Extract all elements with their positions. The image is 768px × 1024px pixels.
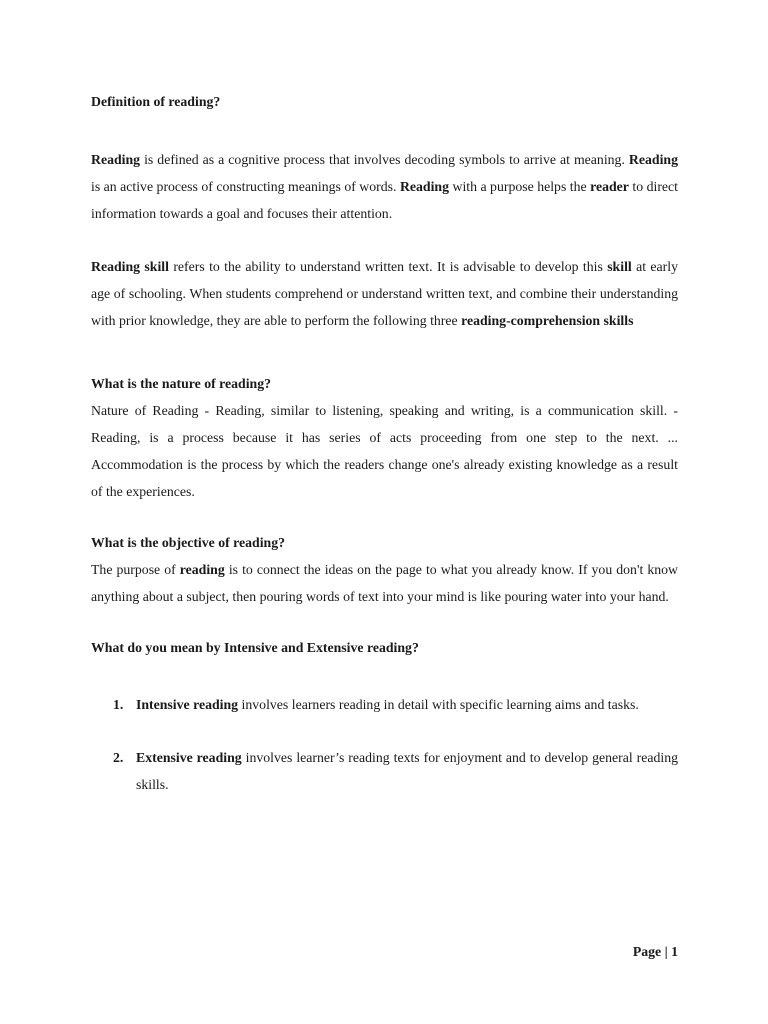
objective-heading: What is the objective of reading? [91, 535, 286, 550]
list-number: 2. [113, 750, 124, 765]
reading-skill-paragraph: Reading skill refers to the ability to understand written text. It is advisable to develop this skill at early age of schooling. When students comprehend or understand written text, and combine their understanding with prior knowledge, they are able to perform the following three reading-comprehension skills [91, 259, 678, 328]
document-body [91, 92, 678, 798]
page-number: Page | 1 [632, 944, 678, 959]
term-reading-skill: Reading skill [91, 259, 169, 274]
term-reading: reading [179, 562, 225, 577]
nature-heading: What is the nature of reading? [91, 376, 272, 391]
list-item: 2. Extensive reading involves learner’s reading texts for enjoyment and to develop general reading skills. [91, 744, 678, 798]
term-skill: skill [607, 259, 632, 274]
definition-paragraph: Reading is defined as a cognitive process that involves decoding symbols to arrive at meaning. Reading is an active process of constructing meanings of words. Reading with a purpose helps the reader to direct information towards a goal and focuses their attention. [91, 152, 678, 221]
list-number: 1. [113, 697, 124, 712]
definition-heading: Definition of reading? [91, 94, 221, 109]
term-reading: Reading [628, 152, 678, 167]
nature-paragraph: Nature of Reading - Reading, similar to listening, speaking and writing, is a communication skill. - Reading, is a process because it has series of acts proceeding from one step to the next. ... Accommodation is the process by which the readers change one's already existing knowledge as a result of the experiences. [91, 403, 678, 499]
term-reader: reader [590, 179, 629, 194]
intensive-extensive-heading: What do you mean by Intensive and Extensive reading? [91, 640, 419, 655]
term-reading: Reading [91, 152, 141, 167]
term-reading: Reading [399, 179, 450, 194]
term-extensive-reading: Extensive reading [136, 750, 242, 765]
list-item: 1. Intensive reading involves learners reading in detail with specific learning aims and tasks. [91, 691, 678, 718]
term-reading-comprehension-skills: reading-comprehension skills [461, 313, 634, 328]
term-intensive-reading: Intensive reading [136, 697, 239, 712]
reading-types-list [91, 691, 678, 798]
objective-paragraph: The purpose of reading is to connect the ideas on the page to what you already know. If you don't know anything about a subject, then pouring words of text into your mind is like pouring water into your hand. [91, 562, 678, 604]
